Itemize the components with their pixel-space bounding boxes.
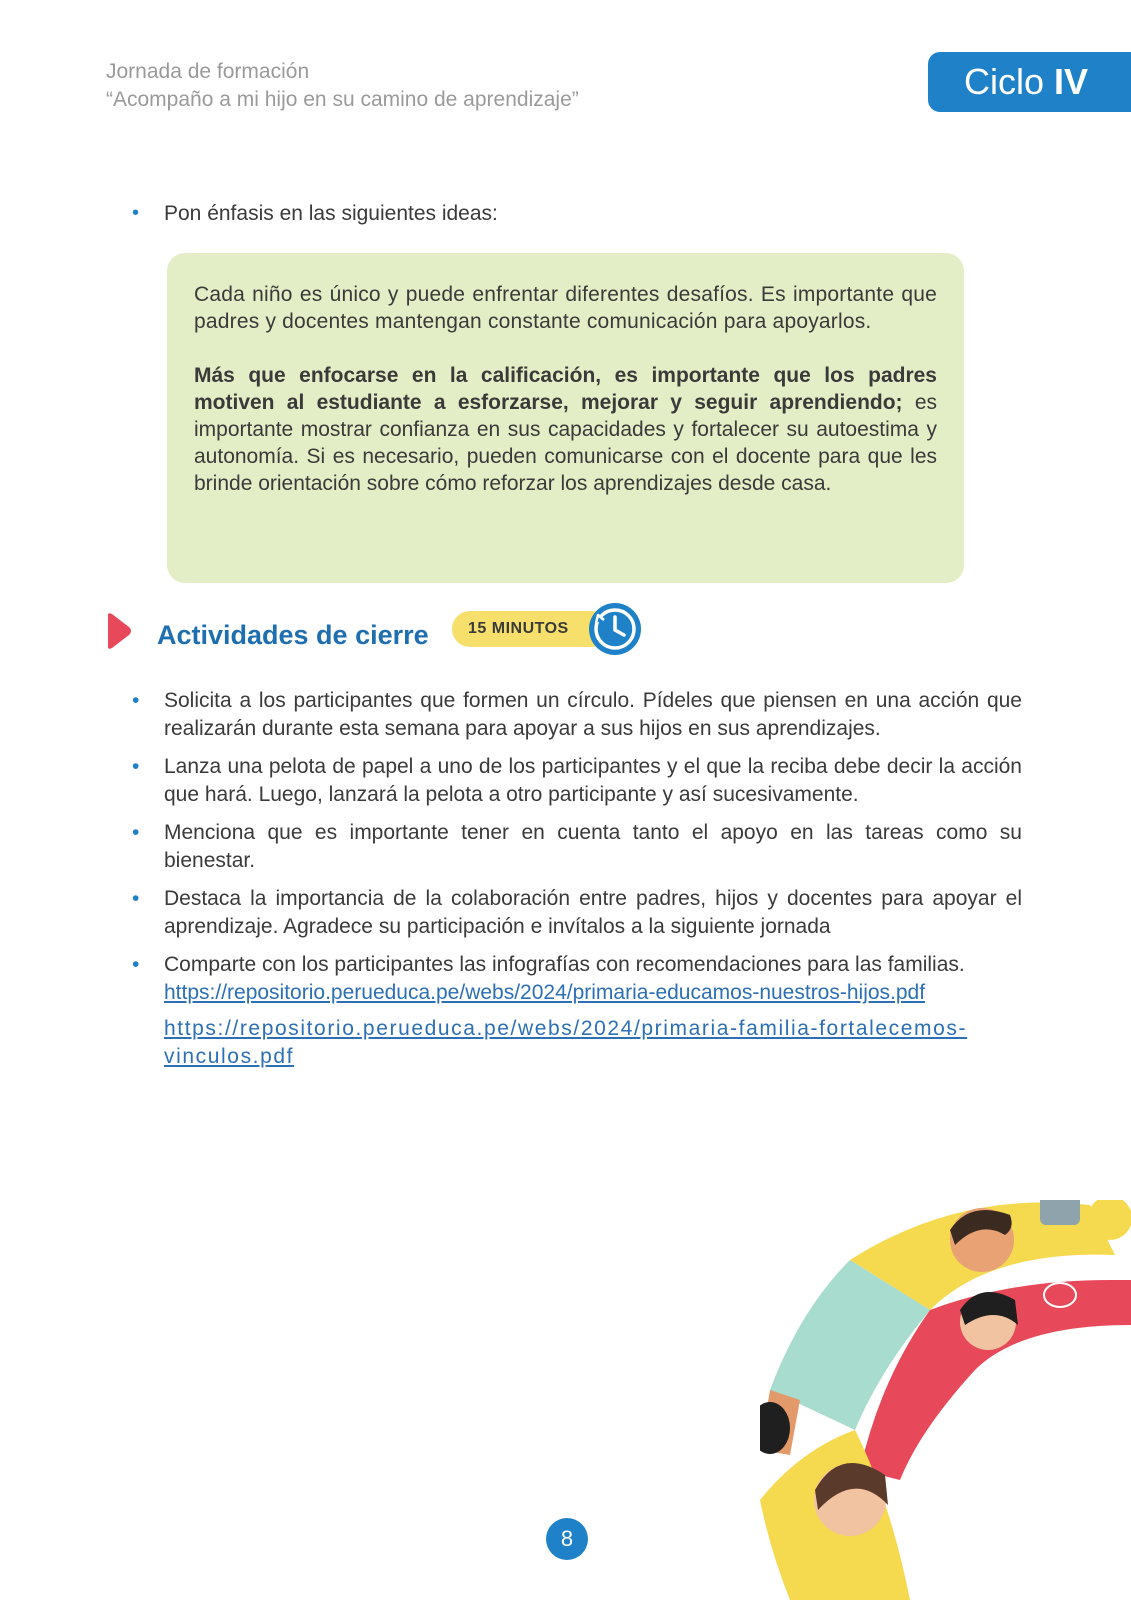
callout-rest-text: es importante mostrar confianza en sus capacidades y fortalecer su autoestima y autonomía. Si es necesario, pueden comunicarse con el docente para que les brinde orientación sobre cómo reforzar los aprendizajes desde casa. [194, 391, 937, 495]
resource-link-2[interactable]: https://repositorio.perueduca.pe/webs/2024/primaria-familia-fortalecemos-vinculos.pdf [164, 1017, 968, 1068]
list-item-text: Destaca la importancia de la colaboración entre padres, hijos y docentes para apoyar el aprendizaje. Agradece su participación e invítalos a la siguiente jornada [164, 887, 1022, 938]
callout-paragraph-2 [194, 362, 937, 497]
list-item-text: Lanza una pelota de papel a uno de los participantes y el que la reciba debe decir la acción que hará. Luego, lanzará la pelota a otro participante y así sucesivamente. [164, 755, 1022, 806]
header-line-2: “Acompaño a mi hijo en su camino de aprendizaje” [106, 88, 579, 111]
list-item-text: Menciona que es importante tener en cuenta tanto el apoyo en las tareas como su bienestar. [164, 821, 1022, 872]
duration-badge: 15 MINUTOS [452, 611, 610, 647]
cycle-badge [928, 52, 1131, 112]
callout-paragraph-1 [194, 281, 937, 335]
family-circle-illustration [760, 1200, 1131, 1600]
intro-text: Pon énfasis en las siguientes ideas: [164, 202, 498, 225]
list-item [132, 951, 1022, 1071]
cycle-number: IV [1054, 61, 1089, 102]
list-item-text: Comparte con los participantes las infografías con recomendaciones para las familias. [164, 953, 965, 976]
list-item [132, 687, 1022, 743]
list-item [132, 753, 1022, 809]
clock-icon [587, 601, 643, 657]
bullet-icon: • [132, 821, 140, 844]
callout-bold-text: Más que enfocarse en la calificación, es importante que los padres motiven al estudiante a esforzarse, mejorar y seguir aprendiendo; [194, 364, 937, 414]
cycle-label: Ciclo [964, 61, 1045, 102]
bullet-icon: • [132, 953, 140, 976]
callout-paragraph-1-text: Cada niño es único y puede enfrentar diferentes desafíos. Es importante que padres y docentes mantengan constante comunicación para apoyarlos. [194, 283, 937, 333]
callout-box [167, 253, 964, 583]
header-line-1: Jornada de formación [106, 60, 310, 83]
bullet-icon: • [132, 689, 140, 712]
list-item [132, 885, 1022, 941]
closing-activities-list [132, 687, 1022, 1081]
resource-link-1[interactable]: https://repositorio.perueduca.pe/webs/2024/primaria-educamos-nuestros-hijos.pdf [164, 981, 926, 1004]
section-marker-icon [106, 612, 132, 650]
bullet-icon: • [132, 202, 140, 224]
section-title: Actividades de cierre [157, 620, 429, 650]
list-item [132, 819, 1022, 875]
bullet-icon: • [132, 887, 140, 910]
list-item-text: Solicita a los participantes que formen un círculo. Pídeles que piensen en una acción que realizarán durante esta semana para apoyar a sus hijos en sus aprendizajes. [164, 689, 1022, 740]
document-header [106, 58, 579, 114]
page-number: 8 [546, 1518, 588, 1560]
bullet-icon: • [132, 755, 140, 778]
